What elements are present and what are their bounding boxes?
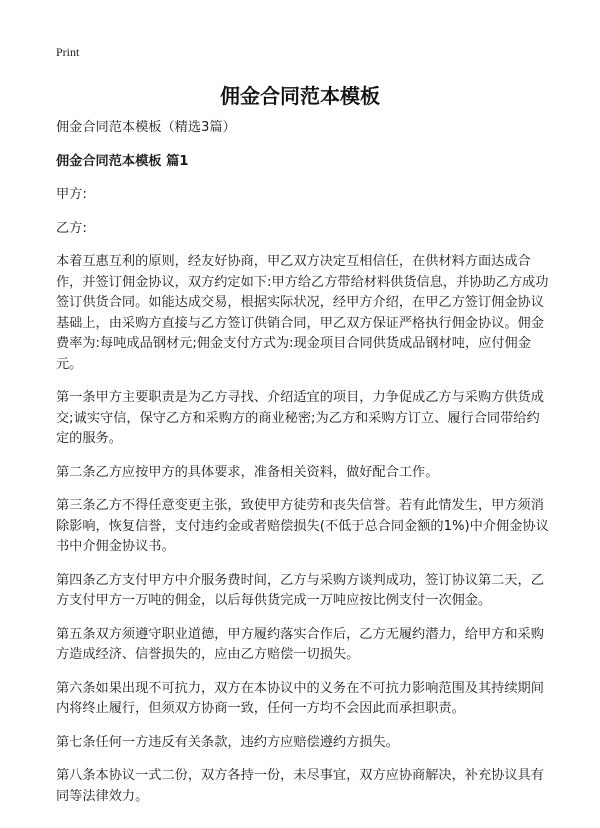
section-heading: 佣金合同范本模板 篇1 [56, 153, 189, 169]
paragraph-article-7: 第七条任何一方违反有关条款，违约方应赔偿遵约方损失。 [56, 734, 399, 750]
document-subtitle: 佣金合同范本模板（精选3篇） [56, 120, 236, 135]
document-body [56, 118, 551, 820]
paragraph-article-6: 第六条如果出现不可抗力，双方在本协议中的义务在不可抗力影响范围及其持续期间内将终止履行，但须双方协商一致，任何一方均不会因此而承担职责。 [56, 680, 544, 716]
print-link[interactable]: Print [56, 45, 80, 59]
party-a-label: 甲方: [56, 187, 87, 202]
paragraph-article-1: 第一条甲方主要职责是为乙方寻找、介绍适宜的项目，力争促成乙方与采购方供货成交;诚实守信，保守乙方和采购方的商业秘密;为乙方和采购方订立、履行合同带给约定的服务。 [56, 390, 544, 446]
paragraph-article-3: 第三条乙方不得任意变更主张，致使甲方徒劳和丧失信誉。若有此情发生，甲方须消除影响，恢复信誉，支付违约金或者赔偿损失(不低于总合同金额的1%)中介佣金协议书中介佣金协议书。 [56, 498, 549, 554]
party-b-label: 乙方: [56, 220, 87, 236]
paragraph-preamble: 本着互惠互利的原则，经友好协商，甲乙双方决定互相信任，在供材料方面达成合作，并签订佣金协议，双方约定如下:甲方给乙方带给材料供货信息，并协助乙方成功签订供货合同。如能达成交易，根据实际状况，经甲方介绍，在甲乙方签订佣金协议基础上，由采购方直接与乙方签订供销合同，甲乙双方保证严格执行佣金协议。佣金费率为:每吨成品钢材元;佣金支付方式为:现金项目合同供货成品钢材吨，应付佣金元。 [56, 254, 549, 372]
paragraph-article-8: 第八条本协议一式二份，双方各持一份，未尽事宜，双方应协商解决，补充协议具有同等法律效力。 [56, 768, 544, 804]
paragraph-article-4: 第四条乙方支付甲方中介服务费时间，乙方与采购方谈判成功，签订协议第二天，乙方支付甲方一万吨的佣金，以后每供货完成一万吨应按比例支付一次佣金。 [56, 572, 544, 608]
paragraph-article-2: 第二条乙方应按甲方的具体要求，准备相关资料，做好配合工作。 [56, 464, 439, 480]
page-title: 佣金合同范本模板 [220, 84, 380, 108]
paragraph-article-5: 第五条双方须遵守职业道德，甲方履约落实合作后，乙方无履约潜力，给甲方和采购方造成经济、信誉损失的，应由乙方赔偿一切损失。 [56, 626, 544, 662]
